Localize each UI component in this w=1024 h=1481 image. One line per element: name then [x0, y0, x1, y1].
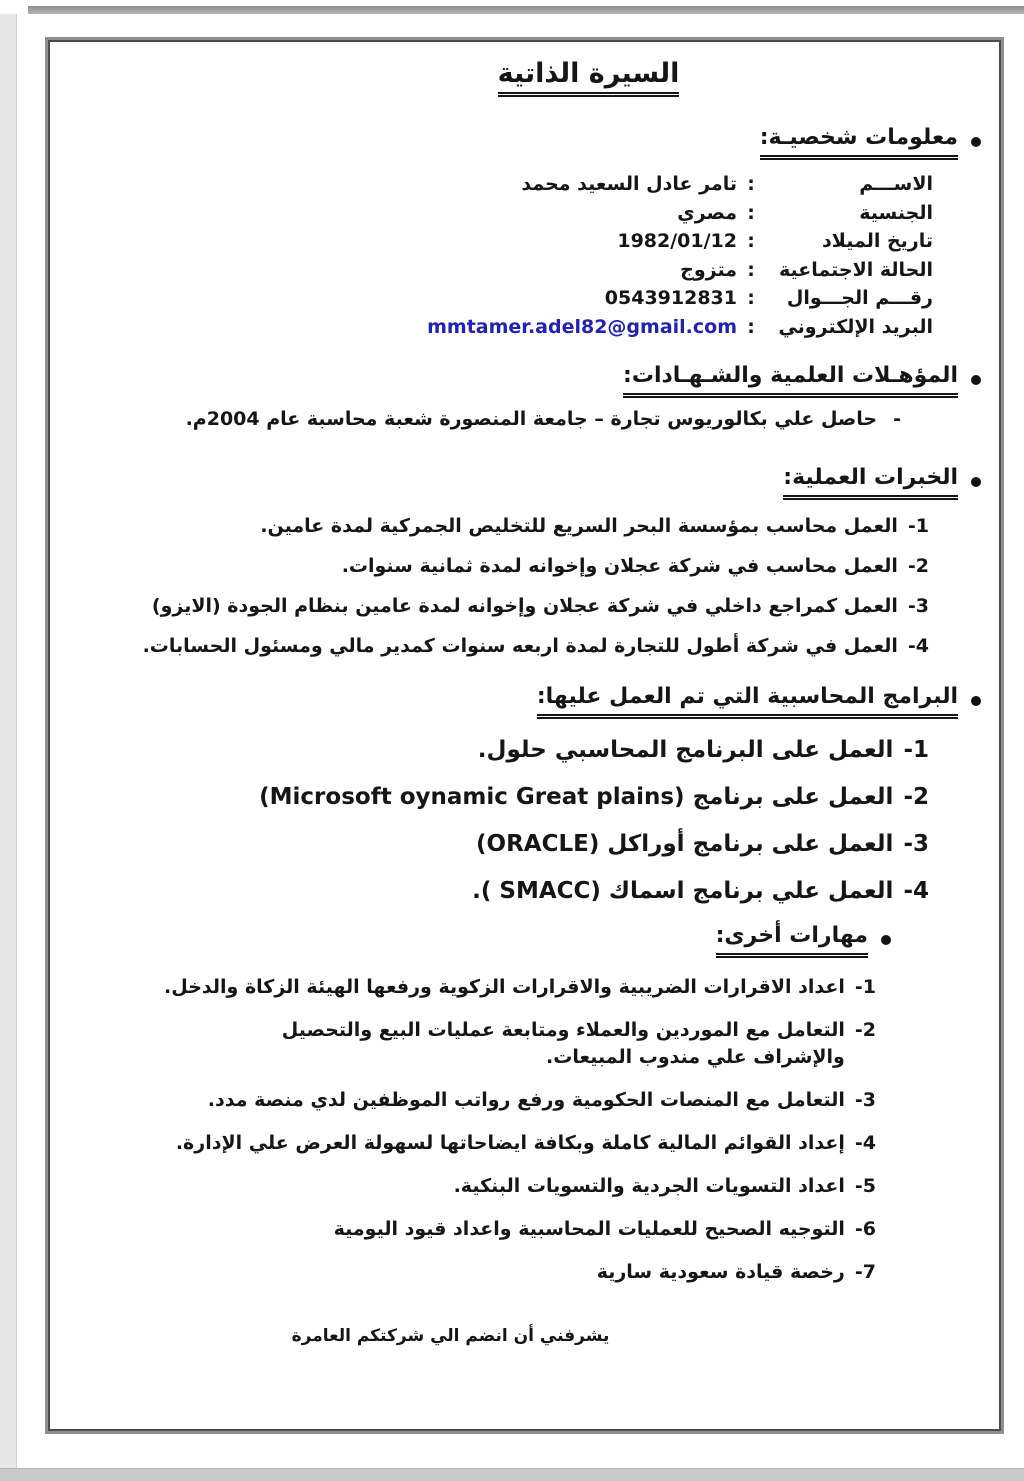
item-number: 2- [854, 1019, 876, 1041]
item-number: 3- [903, 831, 929, 857]
bullet-icon [881, 935, 891, 945]
skill-item [70, 974, 876, 1001]
info-separator: : [747, 230, 755, 252]
closing-statement: يشرفني أن انضم الي شركتكم العامرة [291, 1326, 610, 1346]
item-number: 1- [907, 515, 929, 537]
section-heading-experience [70, 463, 981, 500]
item-number: 2- [907, 555, 929, 577]
info-separator: : [747, 201, 755, 224]
bullet-icon [971, 375, 981, 385]
info-value-mobile: 0543912831 [604, 287, 737, 309]
skill-text: اعداد التسويات الجردية والتسويات البنكية. [453, 1175, 845, 1197]
item-number: 4- [907, 635, 929, 657]
section-heading-label: البرامج المحاسبية التي تم العمل عليها: [537, 682, 958, 719]
info-separator: : [747, 287, 755, 309]
item-number: 2- [903, 784, 929, 810]
scan-edge-left [0, 14, 17, 1469]
section-heading-personal [70, 123, 981, 160]
skill-text: رخصة قيادة سعودية سارية [596, 1261, 845, 1283]
section-heading-label: مهارات أخرى: [716, 921, 868, 958]
program-item [70, 876, 929, 907]
item-number: 6- [854, 1218, 876, 1240]
experience-item [70, 513, 929, 540]
program-item [70, 829, 929, 860]
item-number: 5- [854, 1175, 876, 1197]
item-number: 7- [854, 1261, 876, 1283]
info-value-nationality: مصري [677, 201, 737, 224]
item-number: 1- [854, 976, 876, 998]
item-number: 4- [903, 878, 929, 904]
bullet-icon [971, 137, 981, 147]
page-border-frame [48, 40, 1001, 1431]
info-value-marital-status: متزوج [680, 258, 737, 281]
program-item [70, 735, 929, 766]
item-number: 1- [903, 737, 929, 763]
skill-text: التعامل مع المنصات الحكومية ورفع رواتب الموظفين لدي منصة مدد. [207, 1089, 845, 1111]
program-text: العمل على برنامج أوراكل (ORACLE) [476, 831, 894, 857]
experience-item [70, 633, 929, 660]
email-link[interactable]: mmtamer.adel82@gmail.com [427, 315, 737, 338]
skill-item [70, 1173, 876, 1200]
program-text: العمل علي برنامج اسماك (SMACC ). [472, 878, 894, 904]
skill-item [70, 1130, 876, 1157]
program-text: العمل على البرنامج المحاسبي حلول. [477, 737, 894, 763]
info-separator: : [747, 315, 755, 338]
info-label-email: البريد الإلكتروني [778, 315, 933, 338]
experience-text: العمل في شركة أطول للتجارة لمدة اربعه سنوات كمدير مالي ومسئول الحسابات. [142, 635, 898, 657]
bullet-icon [971, 696, 981, 706]
section-heading-programs [70, 682, 981, 719]
info-separator: : [747, 173, 755, 195]
qualification-item [70, 406, 901, 433]
skill-text: إعداد القوائم المالية كاملة وبكافة ايضاحاتها لسهولة العرض علي الإدارة. [175, 1132, 845, 1154]
page-title: السيرة الذاتية [498, 58, 680, 97]
info-separator: : [747, 258, 755, 281]
personal-info-table [70, 170, 933, 341]
skill-item [70, 1216, 876, 1243]
info-label-name: الاســـم [859, 173, 933, 195]
item-number: 4- [854, 1132, 876, 1154]
skill-item [70, 1017, 876, 1071]
skill-item [70, 1087, 876, 1114]
dash-marker: - [893, 408, 901, 430]
info-value-birthdate: 1982/01/12 [617, 230, 737, 252]
section-heading-label: المؤهـلات العلمية والشـهـادات: [623, 361, 958, 398]
scan-edge-bottom [0, 1468, 1024, 1481]
program-item [70, 782, 929, 813]
program-text: العمل على برنامج (Microsoft oynamic Great plains) [259, 784, 894, 810]
experience-text: العمل كمراجع داخلي في شركة عجلان وإخوانه لمدة عامين بنظام الجودة (الايزو) [151, 595, 898, 617]
experience-item [70, 553, 929, 580]
info-label-nationality: الجنسية [859, 201, 933, 224]
section-heading-skills [70, 921, 891, 958]
item-number: 3- [907, 595, 929, 617]
info-value-name: تامر عادل السعيد محمد [521, 173, 737, 195]
info-label-birthdate: تاريخ الميلاد [822, 230, 933, 252]
item-number: 3- [854, 1089, 876, 1111]
experience-text: العمل محاسب بمؤسسة البحر السريع للتخليص الجمركية لمدة عامين. [260, 515, 898, 537]
scan-edge-top [28, 6, 1024, 14]
bullet-icon [971, 477, 981, 487]
info-label-mobile: رقـــم الجـــوال [786, 287, 933, 309]
skill-text: التوجيه الصحيح للعمليات المحاسبية واعداد قيود اليومية [333, 1218, 845, 1240]
experience-item [70, 593, 929, 620]
skill-text: التعامل مع الموردين والعملاء ومتابعة عمليات البيع والتحصيل والإشراف علي مندوب المبيعات. [281, 1019, 845, 1068]
info-label-marital-status: الحالة الاجتماعية [779, 258, 933, 281]
section-heading-qualifications [70, 361, 981, 398]
skill-text: اعداد الاقرارات الضريبية والاقرارات الزكوية ورفعها الهيئة الزكاة والدخل. [164, 976, 845, 998]
skill-item [70, 1259, 876, 1286]
section-heading-label: معلومات شخصيـة: [760, 123, 958, 160]
section-heading-label: الخبرات العملية: [783, 463, 958, 500]
experience-text: العمل محاسب في شركة عجلان وإخوانه لمدة ثمانية سنوات. [341, 555, 898, 577]
qualification-text: حاصل علي بكالوريوس تجارة – جامعة المنصورة شعبة محاسبة عام 2004م. [185, 408, 878, 430]
